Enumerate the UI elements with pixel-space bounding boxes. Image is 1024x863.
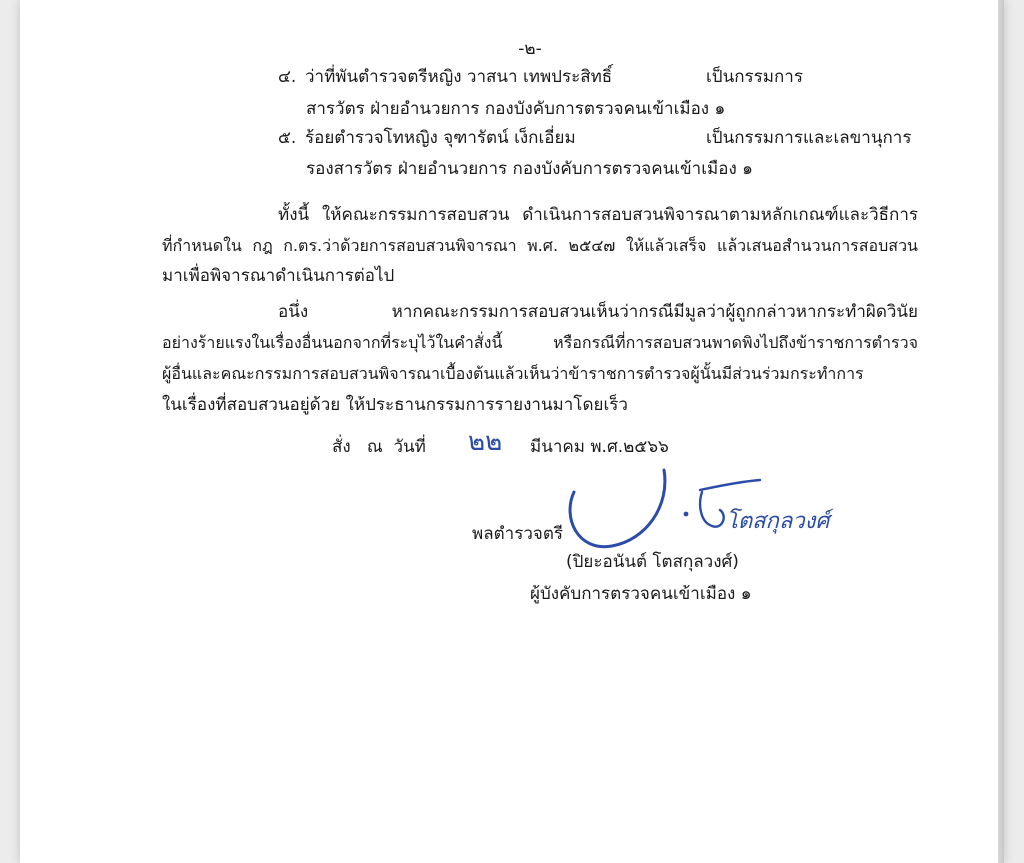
member-4-position: สารวัตร ฝ่ายอำนวยการ กองบังคับการตรวจคนเข้าเมือง ๑: [306, 99, 726, 119]
page-edge-shadow: [998, 0, 1004, 863]
member-4-role: เป็นกรรมการ: [706, 67, 803, 87]
member-5-role: เป็นกรรมการและเลขานุการ: [706, 128, 912, 148]
member-4-name: ว่าที่พันตำรวจตรีหญิง วาสนา เทพประสิทธิ์: [305, 67, 613, 87]
page-number: -๒-: [518, 39, 542, 59]
order-date-day: ๒๒: [468, 427, 503, 457]
handwritten-signature: [560, 466, 860, 556]
paragraph-2-line-4: ในเรื่องที่สอบสวนอยู่ด้วย ให้ประธานกรรมการรายงานมาโดยเร็ว: [162, 395, 628, 415]
paragraph-2-line-3: ผู้อื่นและคณะกรรมการสอบสวนพิจารณาเบื้องต้นแล้วเห็นว่าข้าราชการตำรวจผู้นั้นมีส่วนร่วมกระทำการ: [162, 364, 864, 383]
member-5-position: รองสารวัตร ฝ่ายอำนวยการ กองบังคับการตรวจคนเข้าเมือง ๑: [306, 159, 753, 179]
paragraph-2-line-2: อย่างร้ายแรงในเรื่องอื่นนอกจากที่ระบุไว้ในคำสั่งนี้ หรือกรณีที่การสอบสวนพาดพิงไปถึงข้าราชการตำรวจ: [162, 333, 918, 352]
document-page: [20, 0, 1004, 863]
member-5-number: ๕.: [278, 128, 297, 148]
member-5-name: ร้อยตำรวจโทหญิง จุฑารัตน์ เง็กเอี่ยม: [305, 128, 576, 148]
member-4-number: ๔.: [278, 67, 297, 87]
paragraph-1-line-2: ที่กำหนดใน กฎ ก.ตร.ว่าด้วยการสอบสวนพิจารณา พ.ศ. ๒๕๔๗ ให้แล้วเสร็จ แล้วเสนอสำนวนการสอบสวน: [162, 236, 918, 255]
signatory-rank: พลตำรวจตรี: [472, 524, 564, 544]
paragraph-2-line-1: อนึ่ง หากคณะกรรมการสอบสวนเห็นว่ากรณีมีมูลว่าผู้ถูกกล่าวหากระทำผิดวินัย: [278, 302, 918, 322]
paragraph-1-line-3: มาเพื่อพิจารณาดำเนินการต่อไป: [162, 266, 395, 286]
signature-handwriting-text: โตสกุลวงศ์: [726, 509, 830, 534]
signatory-name: (ปิยะอนันต์ โตสกุลวงศ์): [566, 552, 739, 572]
signatory-title: ผู้บังคับการตรวจคนเข้าเมือง ๑: [530, 584, 752, 604]
paragraph-1-line-1: ทั้งนี้ ให้คณะกรรมการสอบสวน ดำเนินการสอบสวนพิจารณาตามหลักเกณฑ์และวิธีการ: [278, 205, 918, 225]
order-date-month-year: มีนาคม พ.ศ.๒๕๖๖: [530, 437, 669, 457]
order-date-prefix: สั่ง ณ วันที่: [332, 437, 426, 457]
